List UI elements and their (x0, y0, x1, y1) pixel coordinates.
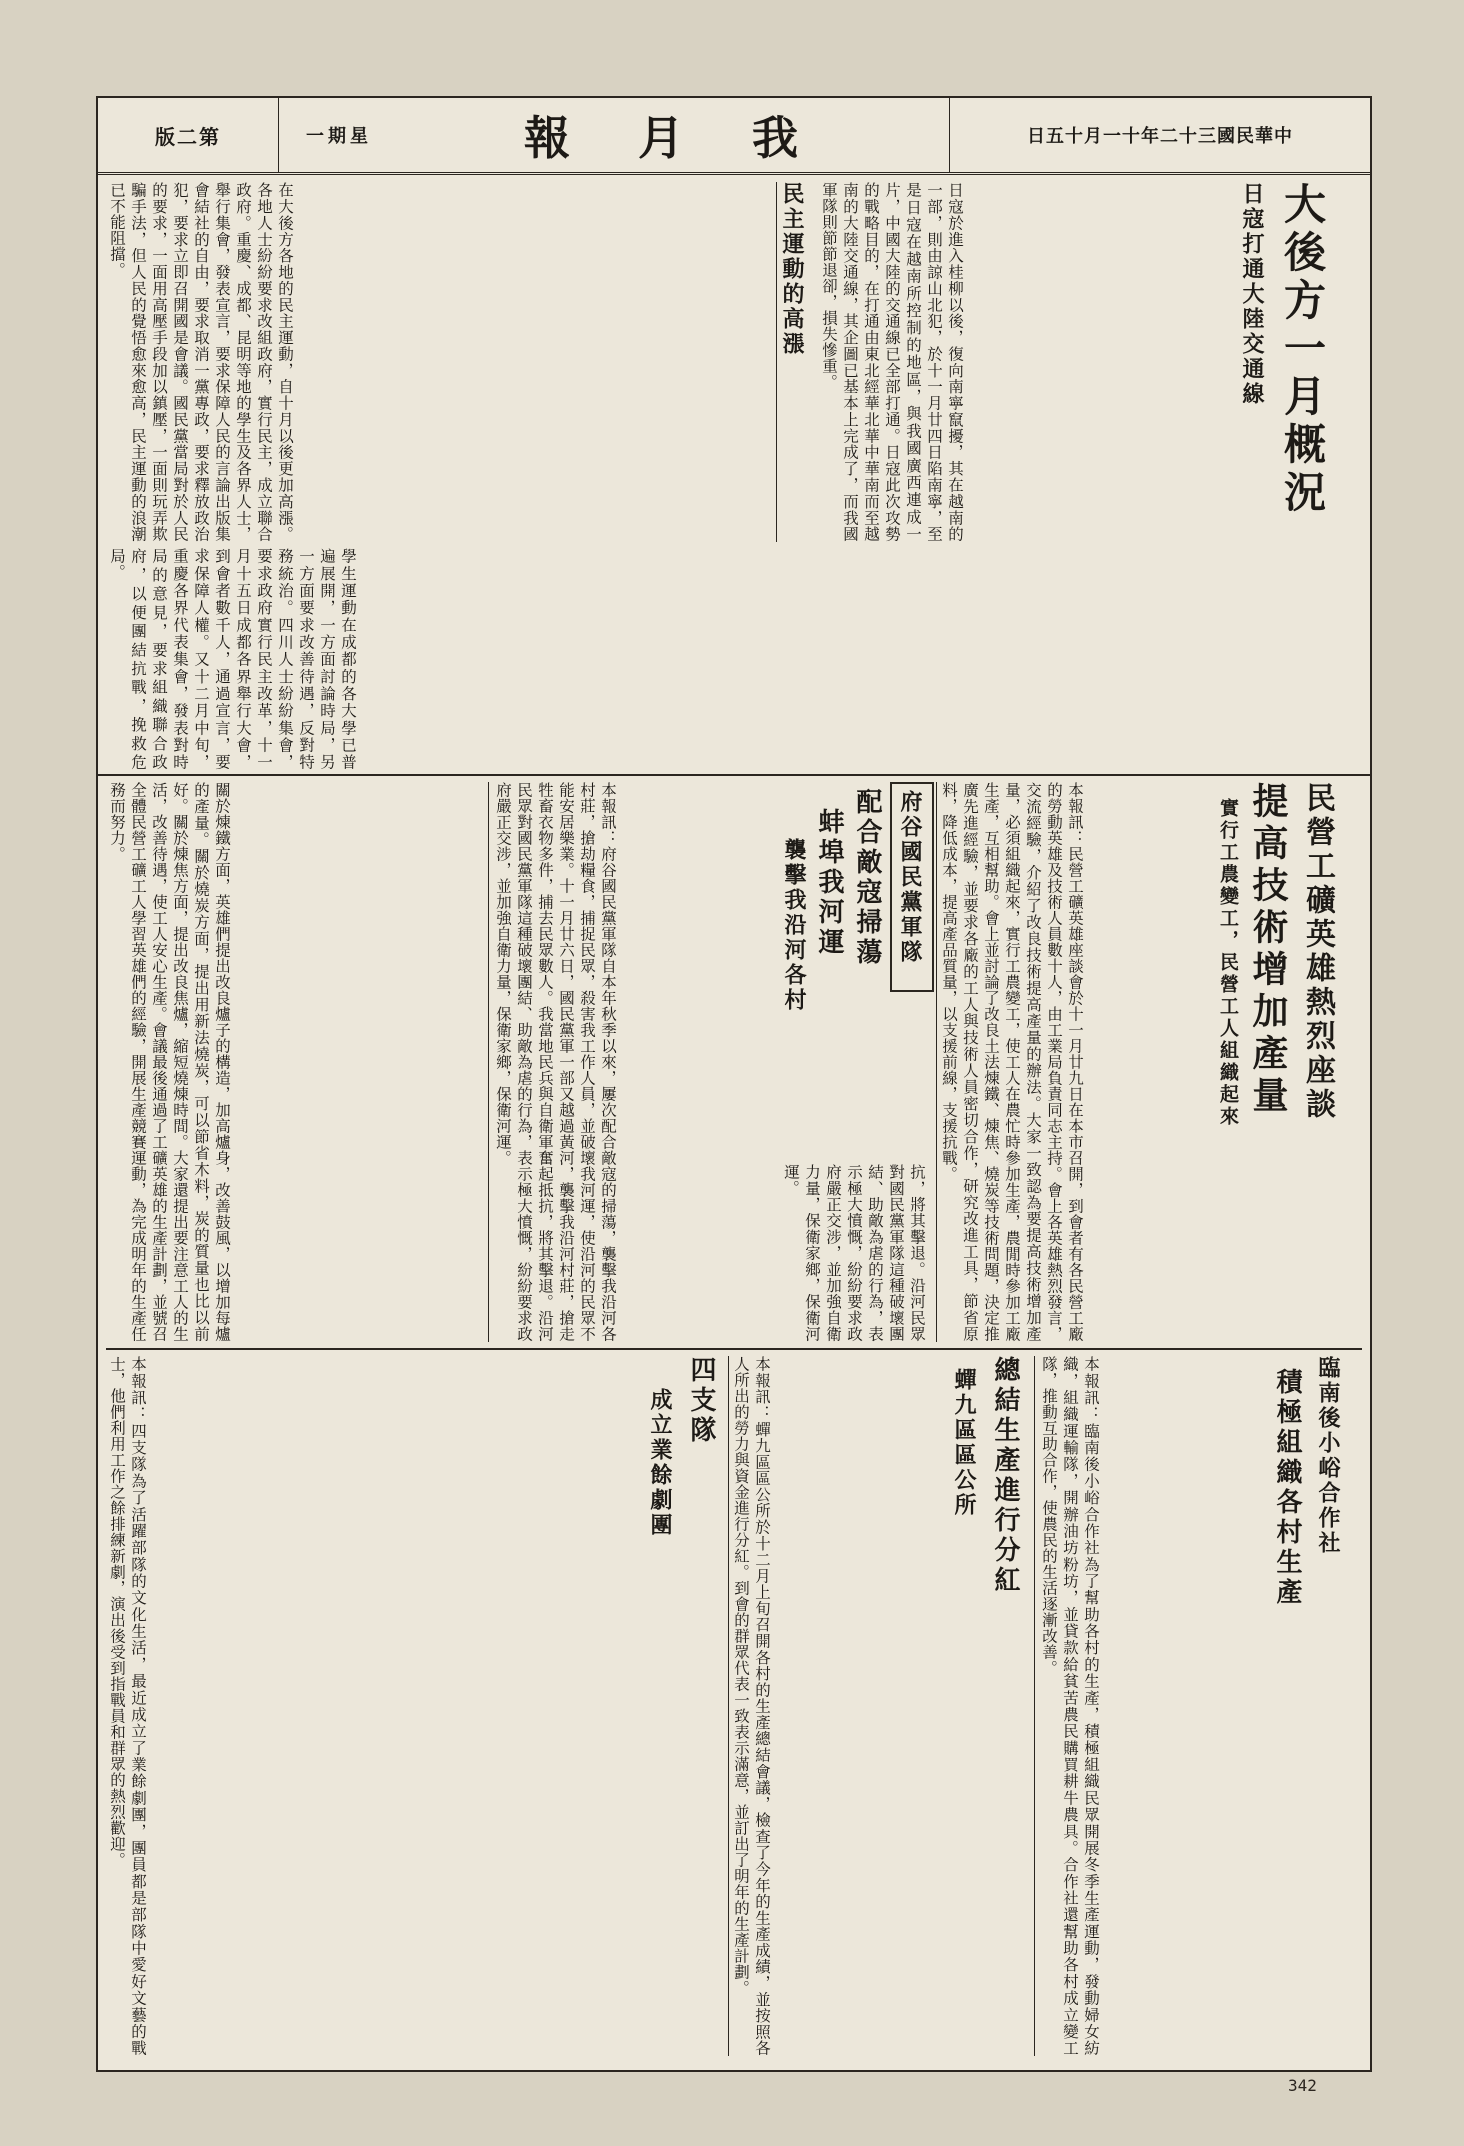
column-rule (776, 182, 777, 542)
article3-box-text: 府谷國民黨軍隊 (897, 790, 923, 965)
article1-body2-block (106, 182, 772, 542)
article6-body: 本報訊：四支隊為了活躍部隊的文化生活，最近成立了業餘劇團，團員都是部隊中愛好文藝的戰士，他們利用工作之餘排練新劇，演出後受到指戰員和群眾的熱烈歡迎。 (108, 1356, 147, 2056)
article6-title: 四支隊 (686, 1356, 716, 1446)
article1-title: 大後方一月概況 (1278, 182, 1327, 518)
article6-title-block (684, 1356, 726, 1556)
article3-tail: 抗，將其擊退。沿河民眾對國民黨軍隊這種破壞團結、助敵為虐的行為，表示極大憤慨，紛紛要求政府嚴正交涉，並加強自衛力量，保衛家鄉，保衛河運。 (782, 1164, 926, 1342)
column-rule (1034, 1356, 1035, 2056)
article2-subtitle-block (1216, 798, 1244, 1338)
article4-body: 本報訊：臨南後小峪合作社為了幫助各村的生產，積極組織民眾開展冬季生產運動，發動婦女紡織，組織運輸隊，開辦油坊粉坊，並貸款給貧苦農民購買耕牛農具。合作社還幫助各村成立變工隊，推動互助合作，使農民的生活逐漸改善。 (1040, 1356, 1100, 2056)
article3-title-block (850, 788, 888, 1138)
edition-label: 版二第 (98, 98, 279, 172)
article6-body-block (106, 1356, 642, 2056)
article4-title: 臨南後小峪合作社 (1315, 1356, 1341, 1556)
article2-title2: 提高技術增加產量 (1247, 782, 1289, 1118)
masthead (98, 98, 1370, 175)
article2-body2: 關於煉鐵方面，英雄們提出改良爐子的構造，加高爐身，改善鼓風，以增加每爐的產量。關於燒炭方面，提出用新法燒炭，可以節省木料，炭的質量也比以前好。關於煉焦方面，提出改良焦爐，縮短燒煉時間。大家還提出要注意工人的生活，改善待遇，使工人安心生產。會議最後通過了工礦英雄的生產計劃，並號召全體民營工礦工人學習英雄們的經驗，開展生產競賽運動，為完成明年的生產任務而努力。 (108, 782, 231, 1342)
section-divider (98, 774, 1370, 776)
article1-subheading1-block (1238, 182, 1274, 542)
newspaper-title: 報 月 我 (523, 111, 825, 165)
article2-body: 本報訊：民營工礦英雄座談會於十一月廿九日在本市召開，到會者有各民營工廠的勞動英雄及技術人員數十人，由工業局負責同志主持。會上各英雄熱烈發言，交流經驗，介紹了改良技術提高產量的辦法。大家一致認為要提高技術增加產量，必須組織起來，實行工農變工，使工人在農忙時參加生產，農閒時參加工廠生產，互相幫助。會上並討論了改良土法煉鐵、煉焦、燒炭等技術問題，決定推廣先進經驗，並要求各廠的工人與技術人員密切合作，研究改進工具，節省原料，降低成本，提高產品質量，以支援前線，支援抗戰。 (940, 782, 1084, 1342)
column-rule (488, 782, 489, 1342)
article3-title: 配合敵寇掃蕩 (852, 788, 882, 968)
article2-title2-block (1246, 782, 1296, 1342)
article3-box-label (890, 782, 934, 992)
article1-body1-block (818, 182, 1232, 542)
article3-title3-block (780, 838, 810, 1158)
article2-body-block (938, 782, 1210, 1342)
issue-label: 一期星 (306, 126, 372, 147)
article3-tail-block (780, 1164, 930, 1342)
article4-title2: 積極組織各村生產 (1272, 1368, 1302, 1608)
article4-body-block (1038, 1356, 1266, 2056)
article3-title2-block (812, 808, 848, 1158)
column-rule (936, 782, 937, 1342)
article6-title2-block (646, 1388, 682, 1688)
newspaper-page (96, 96, 1372, 2072)
article5-body: 本報訊：蟬九區區公所於十二月上旬召開各村的生產總結會議，檢查了今年的生產成績，並按照各人所出的勞力與資金進行分紅。到會的群眾代表一致表示滿意，並訂出了明年的生產計劃。 (732, 1356, 771, 2056)
article3-body-block (492, 782, 776, 1342)
article3-title2: 蚌埠我河運 (814, 808, 844, 958)
article1-headline-block (1278, 182, 1364, 542)
article5-body-block (730, 1356, 946, 2056)
article1-subheading2: 民主運動的高漲 (779, 182, 805, 357)
article5-title2: 蟬九區區公所 (951, 1368, 977, 1518)
article1-body1: 日寇於進入桂柳以後，復向南寧竄擾，其在越南的一部，則由諒山北犯，於十一月廿四日陷南寧，至是日寇在越南所控制的地區，與我國廣西連成一片，中國大陸的交通線已全部打通。日寇此次攻勢的戰略目的，在打通由東北經華北華中華南而至越南的大陸交通線，其企圖已基本上完成了，而我國軍隊則節節退卻，損失慘重。 (820, 182, 964, 542)
article3-title3: 襲擊我沿河各村 (781, 838, 807, 1013)
article5-title: 總結生產進行分紅 (990, 1356, 1020, 1596)
article2-title: 民營工礦英雄熱烈座談 (1300, 782, 1335, 1122)
article1-subheading1: 日寇打通大陸交通線 (1239, 182, 1265, 407)
masthead-date: 日五十月一十年二十三國民華中 (949, 98, 1370, 172)
article1-body2: 在大後方各地的民主運動，自十月以後更加高漲。各地人士紛紛要求改組政府，實行民主，成立聯合政府。重慶、成都、昆明等地的學生及各界人士，舉行集會，發表宣言，要求保障人民的言論出版集會結社的自由，要求取消一黨專政，要求釋放政治犯，要求立即召開國是會議。國民黨當局對於人民的要求，一面用高壓手段加以鎮壓，一面則玩弄欺騙手法，但人民的覺悟愈來愈高，民主運動的浪潮已不能阻擋。 (108, 182, 294, 542)
article2-subtitle: 實行工農變工，民營工人組織起來 (1217, 798, 1239, 1128)
article6-title2: 成立業餘劇團 (647, 1388, 673, 1538)
article1-subheading2-block (778, 182, 814, 542)
page-number: 342 (1288, 2076, 1317, 2095)
article3-body: 本報訊：府谷國民黨軍隊自本年秋季以來，屢次配合敵寇的掃蕩，襲擊我沿河各村莊，搶劫糧食，捕捉民眾，殺害我工作人員，並破壞我河運，使沿河的民眾不能安居樂業。十一月廿六日，國民黨軍一部又越過黃河，襲擊我沿河村莊，搶走牲畜衣物多件，捕去民眾數人。我當地民兵與自衛軍奮起抵抗，將其擊退。沿河民眾對國民黨軍隊這種破壞團結、助敵為虐的行為，表示極大憤慨，紛紛要求政府嚴正交涉，並加強自衛力量，保衛家鄉，保衛河運。 (494, 782, 617, 1342)
article5-title2-block (950, 1368, 986, 1668)
lower-divider (106, 1348, 1362, 1350)
article1-body3: 學生運動在成都的各大學已普遍展開，一方面討論時局，另一方面要求改善待遇，反對特務統治。四川人士紛紛集會，要求政府實行民主改革，十一月十五日成都各界舉行大會，到會者數千人，通過宣言，要求保障人權。又十二月中旬，重慶各界代表集會，發表對時局的意見，要求組織聯合政府，以便團結抗戰，挽救危局。 (108, 548, 357, 770)
article2-title-block (1298, 782, 1364, 1342)
article1-body3-block (106, 548, 1364, 770)
article5-title-block (988, 1356, 1032, 1656)
article2-body2-block (106, 782, 486, 1342)
column-rule (728, 1356, 729, 2056)
article4-title-block (1314, 1356, 1364, 1676)
article4-title2-block (1270, 1368, 1312, 1688)
